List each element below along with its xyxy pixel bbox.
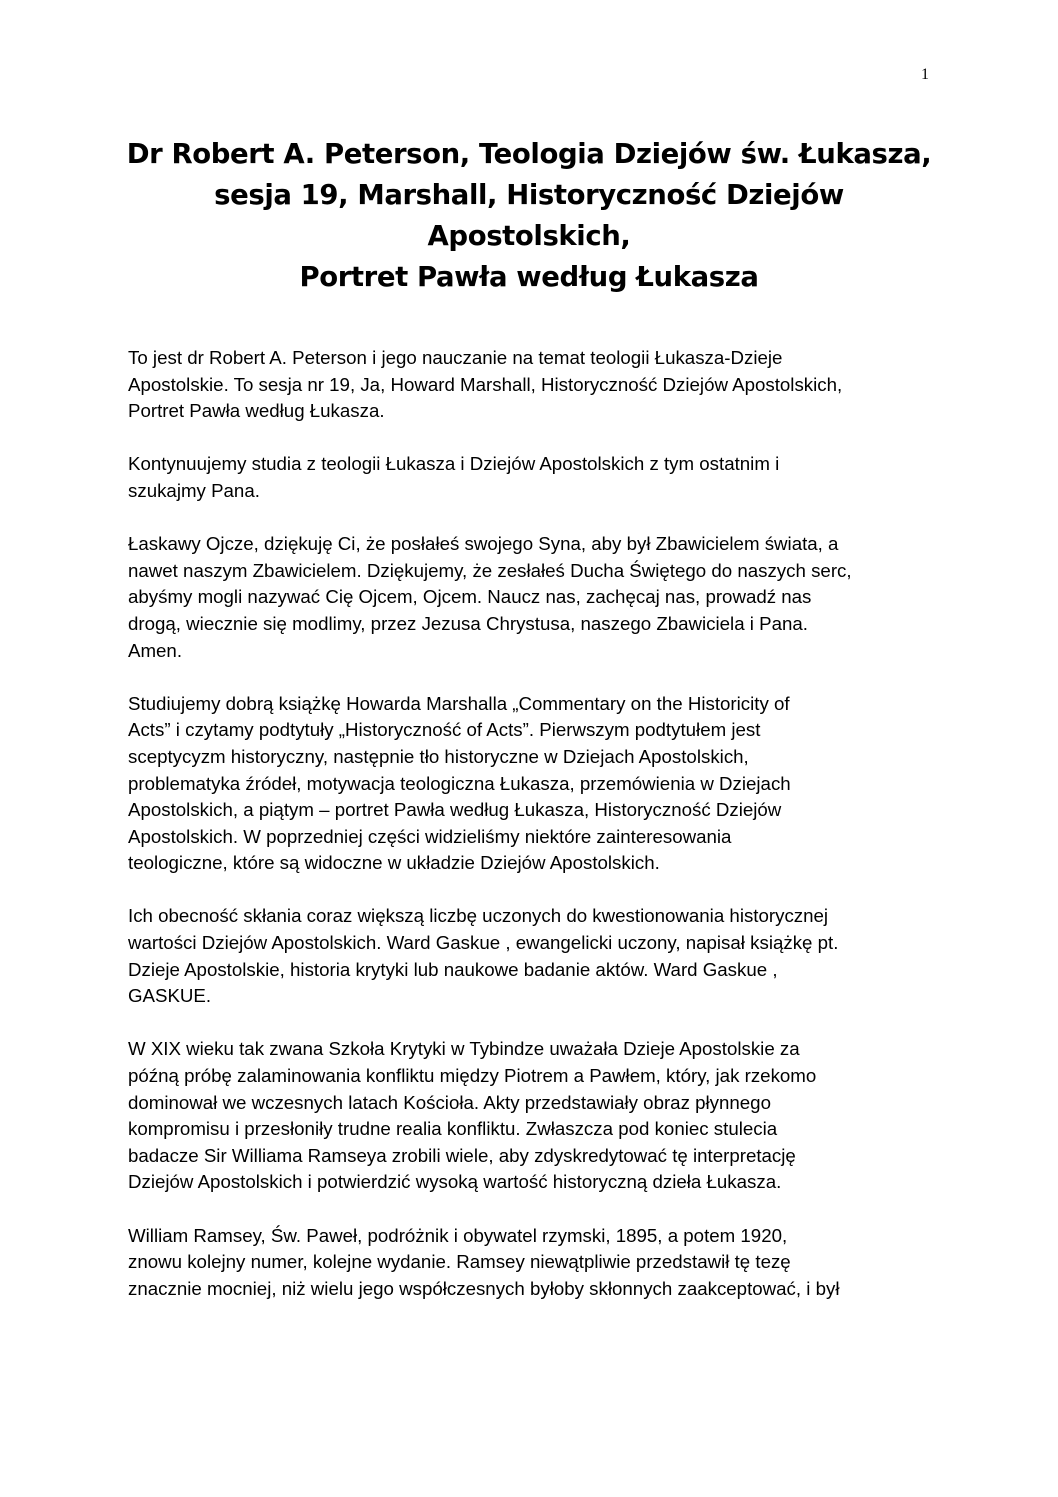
text-line: dominował we wczesnych latach Kościoła. Akty przedstawiały obraz płynnego — [128, 1091, 771, 1113]
text-line: znowu kolejny numer, kolejne wydanie. Ramsey niewątpliwie przedstawił tę tezę — [128, 1251, 791, 1273]
text-line: nawet naszym Zbawicielem. Dziękujemy, że zesłałeś Ducha Świętego do naszych serc, — [128, 559, 852, 581]
document-title — [100, 134, 958, 298]
text-line: William Ramsey, Św. Paweł, podróżnik i obywatel rzymski, 1895, a potem 1920, — [128, 1224, 788, 1246]
text-line: sceptycyzm historyczny, następnie tło historyczne w Dziejach Apostolskich, — [128, 745, 749, 767]
text-line: Acts” i czytamy podtytuły „Historyczność of Acts”. Pierwszym podtytułem jest — [128, 719, 761, 741]
paragraph-intro — [128, 345, 948, 425]
text-line: kompromisu i przesłoniły trudne realia konfliktu. Zwłaszcza pod koniec stulecia — [128, 1118, 778, 1140]
page-number: 1 — [921, 66, 929, 83]
title-line: Dr Robert A. Peterson, Teologia Dziejów św. Łukasza, — [126, 138, 932, 170]
text-line: Apostolskie. To sesja nr 19, Ja, Howard Marshall, Historyczność Dziejów Apostolskich, — [128, 373, 843, 395]
text-line: Apostolskich. W poprzedniej części widzieliśmy niektóre zainteresowania — [128, 825, 732, 847]
text-line: Portret Pawła według Łukasza. — [128, 400, 385, 422]
title-line: Apostolskich, — [427, 220, 631, 252]
text-line: abyśmy mogli nazywać Cię Ojcem, Ojcem. Naucz nas, zachęcaj nas, prowadź nas — [128, 586, 812, 608]
text-line: Dzieje Apostolskie, historia krytyki lub naukowe badanie aktów. Ward Gaskue , — [128, 958, 778, 980]
paragraph-book — [128, 691, 948, 877]
title-line: Portret Pawła według Łukasza — [299, 261, 759, 293]
text-line: wartości Dziejów Apostolskich. Ward Gaskue , ewangelicki uczony, napisał książkę pt. — [128, 932, 839, 954]
paragraph-continue — [128, 451, 948, 504]
text-line: problematyka źródeł, motywacja teologiczna Łukasza, przemówienia w Dziejach — [128, 772, 791, 794]
title-line: sesja 19, Marshall, Historyczność Dziejów — [214, 179, 844, 211]
text-line: Amen. — [128, 639, 183, 661]
paragraph-prayer — [128, 531, 948, 664]
text-line: Ich obecność skłania coraz większą liczbę uczonych do kwestionowania historycznej — [128, 905, 829, 927]
text-line: Studiujemy dobrą książkę Howarda Marshalla „Commentary on the Historicity of — [128, 692, 790, 714]
text-line: Dziejów Apostolskich i potwierdzić wysoką wartość historyczną dzieła Łukasza. — [128, 1171, 782, 1193]
text-line: Apostolskich, a piątym – portret Pawła według Łukasza, Historyczność Dziejów — [128, 799, 782, 821]
paragraph-scholars — [128, 903, 948, 1009]
text-line: To jest dr Robert A. Peterson i jego nauczanie na temat teologii Łukasza-Dzieje — [128, 347, 783, 368]
text-line: teologiczne, które są widoczne w układzie Dziejów Apostolskich. — [128, 852, 660, 874]
paragraph-ramsey — [128, 1223, 948, 1303]
text-line: szukajmy Pana. — [128, 479, 260, 501]
text-line: GASKUE. — [128, 985, 212, 1007]
text-line: późną próbę zalaminowania konfliktu między Piotrem a Pawłem, który, jak rzekomo — [128, 1065, 817, 1087]
text-line: W XIX wieku tak zwana Szkoła Krytyki w Tybindze uważała Dzieje Apostolskie za — [128, 1038, 800, 1060]
text-line: drogą, wiecznie się modlimy, przez Jezusa Chrystusa, naszego Zbawiciela i Pana. — [128, 612, 808, 634]
paragraph-tubingen — [128, 1036, 948, 1196]
text-line: Łaskawy Ojcze, dziękuję Ci, że posłałeś swojego Syna, aby był Zbawicielem świata, a — [128, 533, 839, 555]
document-body — [128, 345, 948, 1329]
text-line: Kontynuujemy studia z teologii Łukasza i Dziejów Apostolskich z tym ostatnim i — [128, 453, 780, 475]
text-line: badacze Sir Williama Ramseya zrobili wiele, aby zdyskredytować tę interpretację — [128, 1144, 796, 1166]
text-line: znacznie mocniej, niż wielu jego współczesnych byłoby skłonnych zaakceptować, i był — [128, 1277, 840, 1299]
